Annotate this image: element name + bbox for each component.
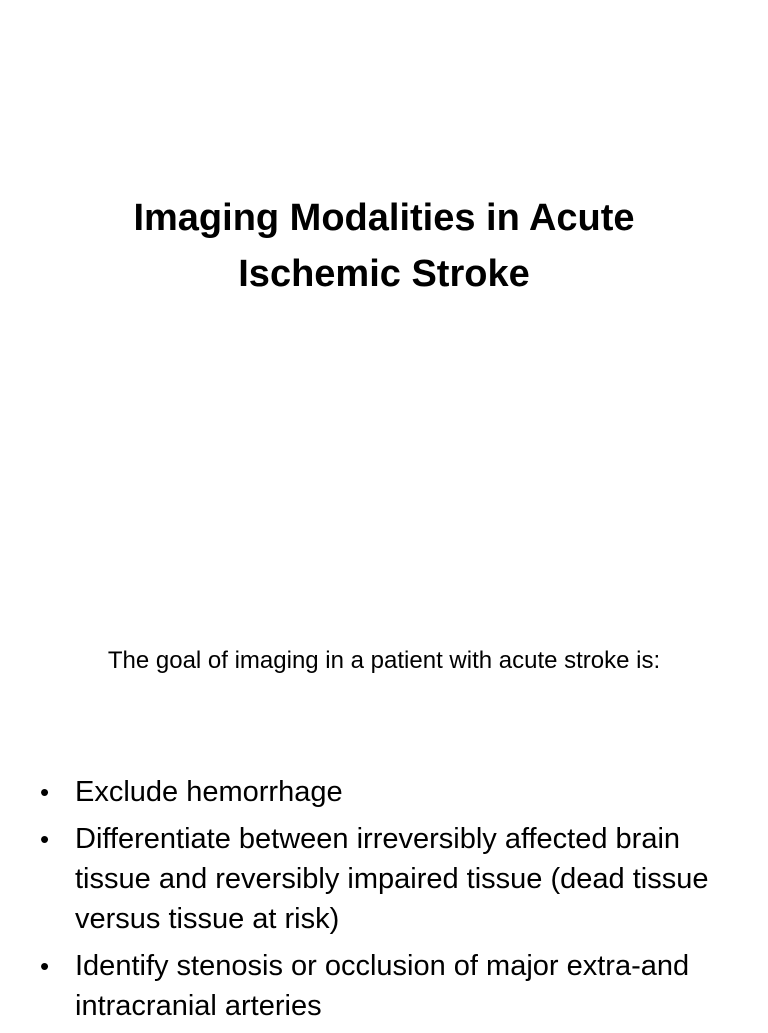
bullet-item	[40, 772, 730, 812]
bullet-dot-icon: •	[40, 951, 50, 981]
bullet-item	[40, 946, 730, 1026]
bullet-list	[40, 772, 730, 1033]
bullet-dot-icon: •	[40, 824, 50, 854]
bullet-text: Identify stenosis or occlusion of major extra-and intracranial arteries	[75, 950, 690, 1022]
bullet-text: Exclude hemorrhage	[75, 776, 343, 808]
bullet-text: Differentiate between irreversibly affected brain tissue and reversibly impaired tissue (dead tissue versus tissue at risk)	[75, 823, 709, 935]
slide-title-line-2: Ischemic Stroke	[238, 253, 530, 295]
bullet-dot-icon: •	[40, 777, 50, 807]
slide-title	[60, 190, 708, 302]
slide-title-line-1: Imaging Modalities in Acute	[133, 197, 635, 239]
slide-subtitle: The goal of imaging in a patient with acute stroke is:	[107, 647, 661, 674]
bullet-item	[40, 819, 730, 939]
